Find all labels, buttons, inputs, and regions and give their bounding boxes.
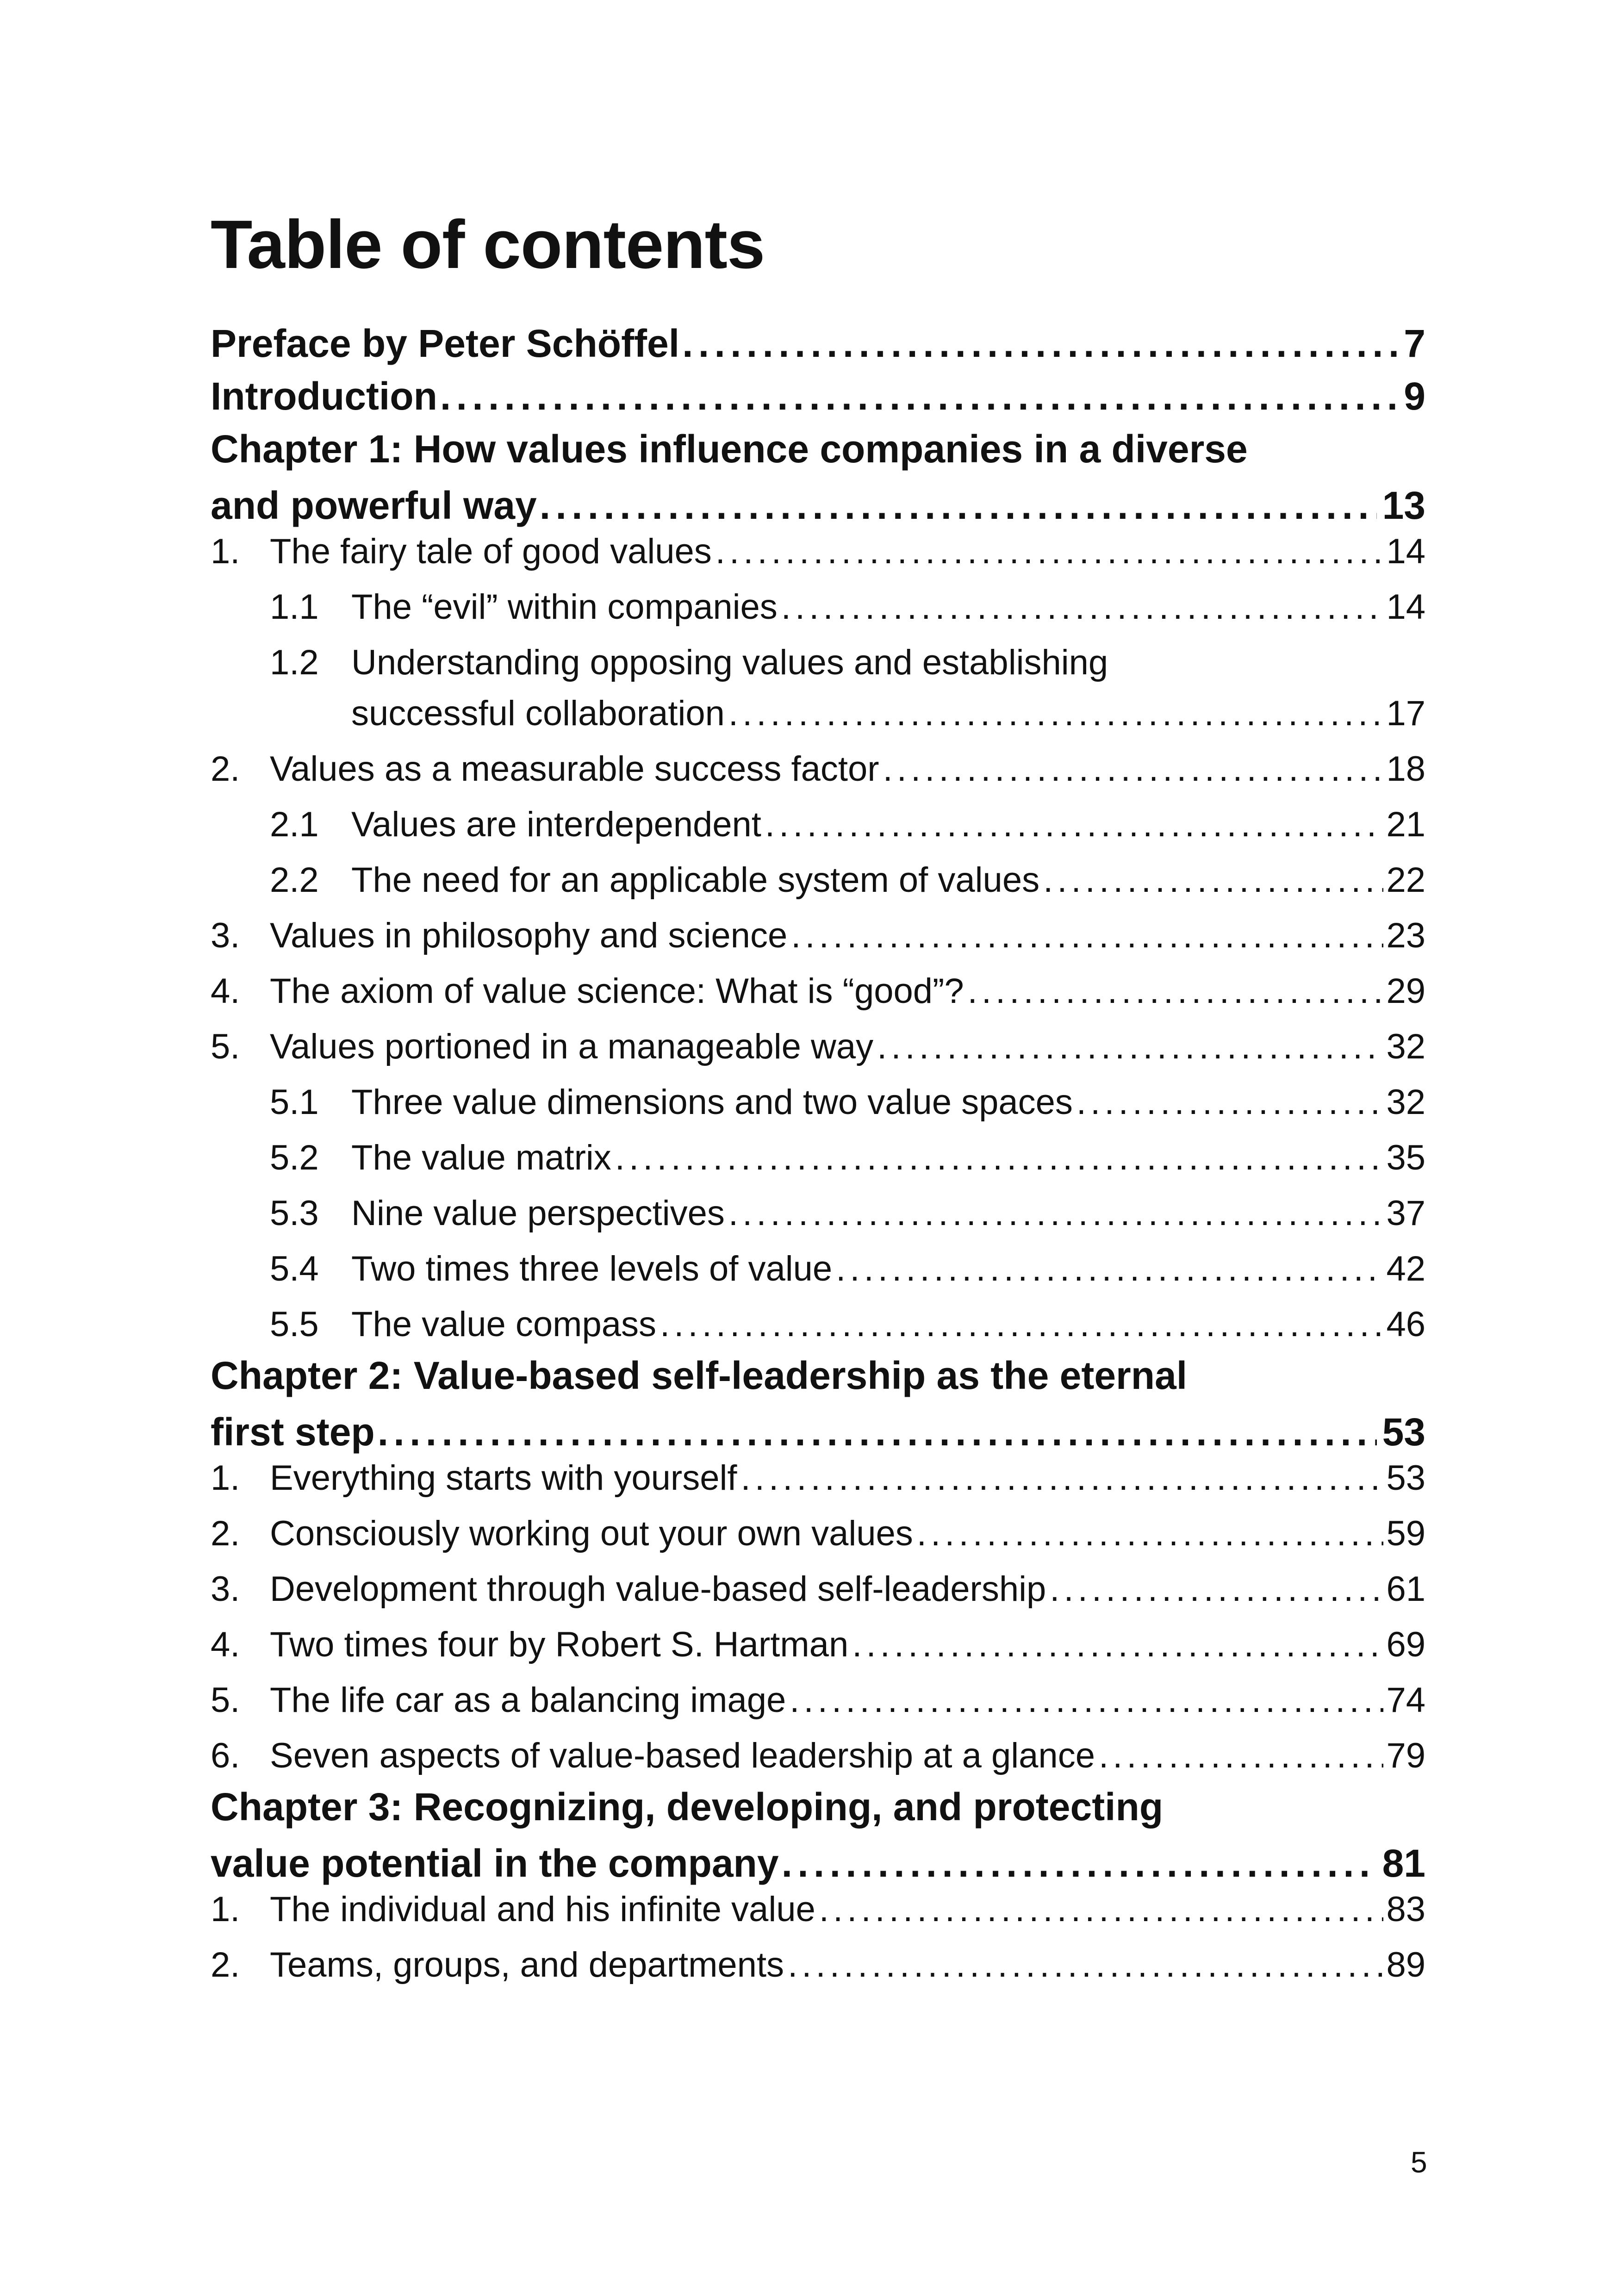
entry-number: 4. — [211, 1625, 240, 1664]
dot-leader — [790, 1683, 1383, 1718]
dot-leader — [883, 752, 1384, 787]
entry-title: Values are interdependent — [351, 805, 761, 844]
dot-leader — [728, 1196, 1384, 1231]
dot-leader — [615, 1140, 1384, 1176]
page-number: 32 — [1386, 1027, 1425, 1066]
entry-title: and powerful way — [211, 484, 537, 527]
page-number: 42 — [1386, 1249, 1425, 1288]
page-number: 59 — [1386, 1514, 1425, 1553]
page-number: 32 — [1386, 1083, 1425, 1122]
entry-title: first step — [211, 1410, 375, 1454]
chapter-title-line: Chapter 2: Value-based self-leadership as the eternal — [211, 1354, 1188, 1397]
page-number: 37 — [1386, 1194, 1425, 1233]
page-title: Table of contents — [211, 206, 765, 283]
entry-title: Understanding opposing values and establishing — [351, 643, 1108, 682]
entry-number: 5.1 — [270, 1083, 319, 1122]
chapter-title-last-line — [211, 1410, 1425, 1454]
dot-leader — [877, 1029, 1383, 1064]
dot-leader — [1099, 1738, 1383, 1773]
entry-title: Consciously working out your own values — [270, 1514, 913, 1553]
dot-leader — [1077, 1085, 1384, 1120]
page-number: 53 — [1382, 1410, 1425, 1454]
entry-number: 1. — [211, 532, 240, 571]
toc-entry[interactable] — [211, 1627, 1425, 1662]
dot-leader — [660, 1307, 1383, 1342]
toc-entry[interactable] — [211, 1892, 1425, 1927]
entry-number: 3. — [211, 1569, 240, 1609]
chapter-title-last-line — [211, 1844, 1425, 1883]
entry-title: Values in philosophy and science — [270, 916, 788, 955]
entry-title: Nine value perspectives — [351, 1194, 725, 1233]
toc-entry[interactable] — [211, 1251, 1425, 1287]
dot-leader — [788, 1948, 1383, 1983]
entry-title: The fairy tale of good values — [270, 532, 712, 571]
entry-title: The value compass — [351, 1305, 656, 1344]
entry-number: 5.4 — [270, 1249, 319, 1288]
page-number: 79 — [1386, 1736, 1425, 1775]
toc-entry[interactable] — [211, 587, 1425, 627]
dot-leader — [378, 1412, 1377, 1451]
dot-leader — [791, 918, 1383, 953]
toc-entry[interactable] — [211, 645, 1425, 731]
toc-entry[interactable] — [211, 1140, 1425, 1176]
page-number: 53 — [1386, 1458, 1425, 1498]
dot-leader — [968, 974, 1384, 1009]
toc-entry[interactable] — [211, 1569, 1425, 1609]
toc-entry[interactable] — [211, 918, 1425, 953]
dot-leader — [852, 1627, 1383, 1662]
page-number: 9 — [1404, 374, 1425, 418]
entry-number: 1.1 — [270, 587, 319, 627]
toc-entry[interactable] — [211, 749, 1425, 789]
entry-number: 1. — [211, 1458, 240, 1498]
toc-entry[interactable] — [211, 971, 1425, 1011]
entry-number: 1. — [211, 1890, 240, 1929]
entry-number: 5. — [211, 1680, 240, 1720]
dot-leader — [781, 590, 1384, 625]
entry-number: 2.1 — [270, 805, 319, 844]
page-number: 17 — [1386, 694, 1425, 733]
chapter-title-last-line — [211, 486, 1425, 525]
toc-entry[interactable] — [211, 807, 1425, 842]
dot-leader — [782, 1844, 1377, 1883]
toc-entry[interactable] — [211, 1196, 1425, 1231]
page-number: 46 — [1386, 1305, 1425, 1344]
entry-number: 2. — [211, 749, 240, 789]
entry-number: 5. — [211, 1027, 240, 1066]
entry-title: Seven aspects of value-based leadership at a glance — [270, 1736, 1095, 1775]
dot-leader — [765, 807, 1384, 842]
entry-number: 6. — [211, 1736, 240, 1775]
toc-entry[interactable] — [211, 1085, 1425, 1120]
page-number: 22 — [1386, 860, 1425, 900]
entry-title: Two times four by Robert S. Hartman — [270, 1625, 849, 1664]
page-number: 69 — [1386, 1625, 1425, 1664]
entry-title: Two times three levels of value — [351, 1249, 833, 1288]
page-number: 35 — [1386, 1138, 1425, 1177]
dot-leader — [728, 696, 1384, 731]
page-number: 83 — [1386, 1890, 1425, 1929]
page-number: 23 — [1386, 916, 1425, 955]
dot-leader — [540, 486, 1377, 525]
page-number: 13 — [1382, 484, 1425, 527]
entry-title: Preface by Peter Schöffel — [211, 322, 680, 365]
page-number: 14 — [1386, 587, 1425, 627]
toc-entry[interactable] — [211, 1738, 1425, 1773]
entry-title: Values portioned in a manageable way — [270, 1027, 874, 1066]
toc-entry[interactable] — [211, 1945, 1425, 1985]
toc-entry[interactable] — [211, 1307, 1425, 1342]
toc-chapter-2[interactable] — [211, 1354, 1425, 1454]
entry-number: 4. — [211, 971, 240, 1011]
entry-last-line — [211, 696, 1425, 731]
dot-leader — [1050, 1572, 1383, 1607]
entry-title: Introduction — [211, 374, 437, 418]
entry-first-line — [211, 645, 1425, 680]
toc-entry-preface[interactable] — [211, 324, 1425, 363]
dot-leader — [682, 324, 1398, 363]
entry-number: 5.3 — [270, 1194, 319, 1233]
entry-title: Development through value-based self-leadership — [270, 1569, 1046, 1609]
entry-title: Teams, groups, and departments — [270, 1945, 784, 1985]
entry-number: 2. — [211, 1514, 240, 1553]
page-number: 29 — [1386, 971, 1425, 1011]
page-number: 89 — [1386, 1945, 1425, 1985]
toc-chapter-3[interactable] — [211, 1787, 1425, 1883]
entry-title: The value matrix — [351, 1138, 611, 1177]
chapter-title-line: Chapter 1: How values influence companies in a diverse — [211, 427, 1248, 471]
entry-title: Everything starts with yourself — [270, 1458, 737, 1498]
page-number: 81 — [1382, 1842, 1425, 1885]
entry-title: The individual and his infinite value — [270, 1890, 815, 1929]
dot-leader — [836, 1251, 1383, 1287]
entry-number: 1.2 — [270, 643, 319, 682]
page-number: 14 — [1386, 532, 1425, 571]
entry-title: successful collaboration — [351, 694, 725, 733]
toc-entry[interactable] — [211, 1458, 1425, 1498]
dot-leader — [741, 1461, 1384, 1496]
entry-title: The need for an applicable system of values — [351, 860, 1040, 900]
page-number: 7 — [1404, 322, 1425, 365]
toc-entry[interactable] — [211, 1680, 1425, 1720]
page-folio: 5 — [1411, 2146, 1427, 2179]
entry-number: 2. — [211, 1945, 240, 1985]
toc-entry[interactable] — [211, 860, 1425, 900]
table-of-contents — [211, 324, 1425, 1983]
toc-entry-introduction[interactable] — [211, 374, 1425, 418]
entry-title: The axiom of value science: What is “good”? — [270, 971, 964, 1011]
dot-leader — [819, 1892, 1384, 1927]
entry-number: 2.2 — [270, 860, 319, 900]
entry-title: Values as a measurable success factor — [270, 749, 879, 789]
dot-leader — [716, 534, 1384, 569]
entry-title: The “evil” within companies — [351, 587, 778, 627]
entry-title: The life car as a balancing image — [270, 1680, 786, 1720]
entry-number: 3. — [211, 916, 240, 955]
page-number: 21 — [1386, 805, 1425, 844]
page-number: 74 — [1386, 1680, 1425, 1720]
toc-chapter-1[interactable] — [211, 429, 1425, 525]
dot-leader — [917, 1516, 1384, 1551]
chapter-title-line: Chapter 3: Recognizing, developing, and protecting — [211, 1785, 1164, 1829]
entry-title: value potential in the company — [211, 1842, 779, 1885]
toc-entry[interactable] — [211, 1516, 1425, 1551]
entry-number: 5.5 — [270, 1305, 319, 1344]
page-number: 61 — [1386, 1569, 1425, 1609]
entry-number: 5.2 — [270, 1138, 319, 1177]
page-number: 18 — [1386, 749, 1425, 789]
dot-leader — [440, 377, 1398, 416]
toc-entry[interactable] — [211, 1029, 1425, 1064]
toc-entry[interactable] — [211, 534, 1425, 569]
dot-leader — [1043, 863, 1383, 898]
entry-title: Three value dimensions and two value spaces — [351, 1083, 1073, 1122]
